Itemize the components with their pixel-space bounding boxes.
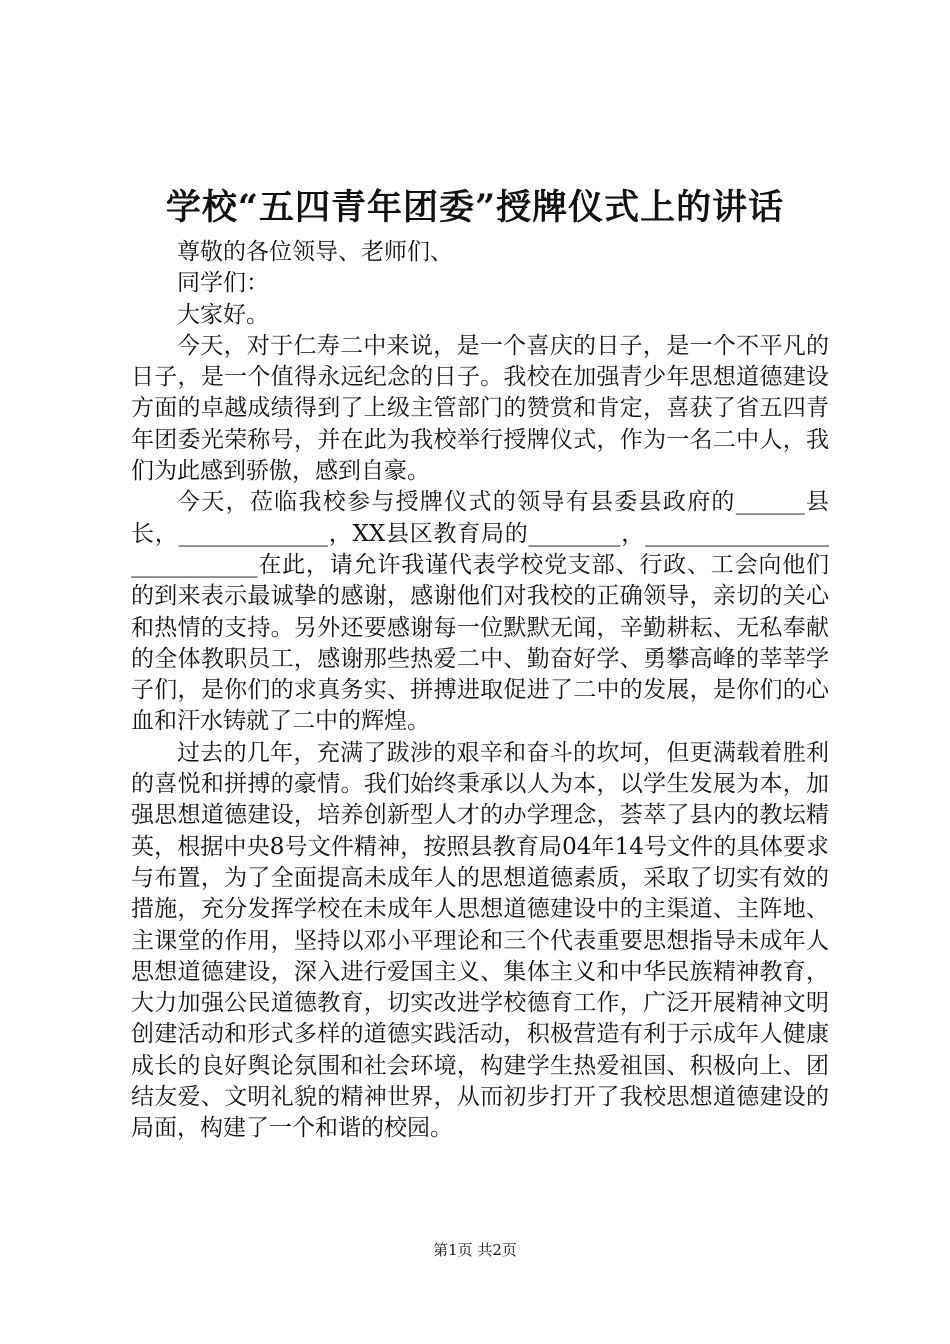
document-body xyxy=(131,237,829,1145)
page-footer: 第1页 共2页 xyxy=(433,1241,517,1259)
salutation-line-1: 尊敬的各位领导、老师们、 xyxy=(177,239,453,265)
body-paragraph: 今天，莅临我校参与授牌仪式的领导有县委县政府的______县长，_____________，XX县区教育局的________，___________________________在此，请允许我谨代表学校党支部、行政、工会向他们的到来表示最诚挚的感谢，感谢他们对我校的正确领导，亲切的关心和热情的支持。另外还要感谢每一位默默无闻，辛勤耕耘、无私奉献的全体教职员工，感谢那些热爱二中、勤奋好学、勇攀高峰的莘莘学子们，是你们的求真务实、拼搏进取促进了二中的发展，是你们的心血和汗水铸就了二中的辉煌。 xyxy=(131,489,829,735)
salutation-line-2: 同学们： xyxy=(177,270,269,297)
body-paragraph: 今天，对于仁寿二中来说，是一个喜庆的日子，是一个不平凡的日子，是一个值得永远纪念的日子。我校在加强青少年思想道德建设方面的卓越成绩得到了上级主管部门的赞赏和肯定，喜获了省五四青年团委光荣称号，并在此为我校举行授牌仪式，作为一名二中人，我们为此感到骄傲，感到自豪。 xyxy=(131,332,829,485)
body-paragraph: 过去的几年，充满了跋涉的艰辛和奋斗的坎坷，但更满载着胜利的喜悦和拼搏的豪情。我们始终秉承以人为本，以学生发展为本，加强思想道德建设，培养创新型人才的办学理念，荟萃了县内的教坛精英，根据中央8号文件精神，按照县教育局04年14号文件的具体要求与布置，为了全面提高未成年人的思想道德素质，采取了切实有效的措施，充分发挥学校在未成年人思想道德建设中的主渠道、主阵地、主课堂的作用，坚持以邓小平理论和三个代表重要思想指导未成年人思想道德建设，深入进行爱国主义、集体主义和中华民族精神教育，大力加强公民道德教育，切实改进学校德育工作，广泛开展精神文明创建活动和形式多样的道德实践活动，积极营造有利于示成年人健康成长的良好舆论氛围和社会环境，构建学生热爱祖国、积极向上、团结友爱、文明礼貌的精神世界，从而初步打开了我校思想道德建设的局面，构建了一个和谐的校园。 xyxy=(131,739,829,1142)
greeting-line: 大家好。 xyxy=(177,301,269,328)
document-title: 学校“五四青年团委”授牌仪式上的讲话 xyxy=(165,187,785,228)
